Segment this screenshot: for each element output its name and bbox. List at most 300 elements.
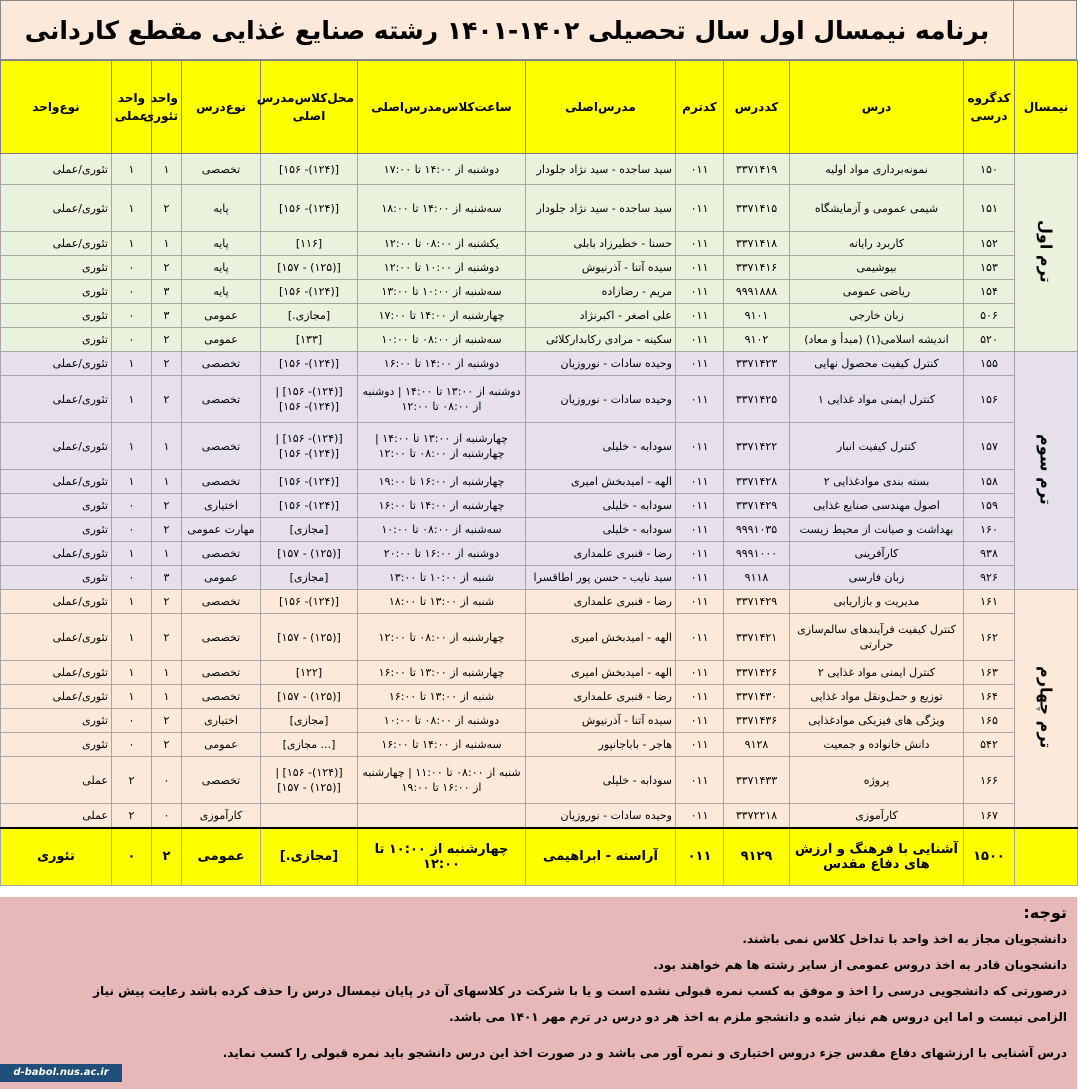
group-code-cell: ۱۵۶ <box>964 376 1015 423</box>
location-cell: [(۱۲۴)- ۱۵۶] | [(۱۲۴)- ۱۵۶] <box>261 423 358 470</box>
theory-units-cell: ۲ <box>152 590 182 614</box>
term-code-cell: ۰۱۱ <box>676 685 724 709</box>
teacher-cell: الهه - امیدبخش امیری <box>526 614 676 661</box>
teacher-cell: سیده آتنا - آذرنیوش <box>526 709 676 733</box>
course-code-cell: ۳۳۷۱۴۲۲ <box>724 423 790 470</box>
practical-units-cell: ۱ <box>112 590 152 614</box>
term-code-cell: ۰۱۱ <box>676 352 724 376</box>
term-code-cell: ۰۱۱ <box>676 733 724 757</box>
teacher-cell: وحیده سادات - نوروزیان <box>526 376 676 423</box>
semester-label: ترم چهارم <box>1036 666 1056 749</box>
theory-units-cell: ۲ <box>152 328 182 352</box>
time-cell: چهارشنبه از ۱۰:۰۰ تا ۱۲:۰۰ <box>358 828 526 886</box>
table-row <box>1 185 1078 232</box>
time-cell: شنبه از ۱۳:۰۰ تا ۱۶:۰۰ <box>358 685 526 709</box>
location-cell: [(۱۲۴)- ۱۵۶] <box>261 590 358 614</box>
course-cell: شیمی عمومی و آزمایشگاه <box>790 185 964 232</box>
col-group-code: کدگروه درسی <box>964 61 1015 154</box>
notes-box <box>0 897 1077 1089</box>
practical-units-cell: ۱ <box>112 661 152 685</box>
location-cell: [۱۲۲] <box>261 661 358 685</box>
group-code-cell: ۱۶۵ <box>964 709 1015 733</box>
theory-units-cell: ۱ <box>152 154 182 185</box>
course-code-cell: ۹۱۲۹ <box>724 828 790 886</box>
unit-type-cell: تئوری <box>1 256 112 280</box>
course-type-cell: مهارت عمومی <box>182 518 261 542</box>
table-row <box>1 328 1078 352</box>
table-row <box>1 542 1078 566</box>
unit-type-cell: عملی <box>1 804 112 828</box>
note-line: دانشجویان قادر به اخذ دروس عمومی از سایر رشته ها هم خواهند بود. <box>653 958 1067 972</box>
course-type-cell: کارآموزی <box>182 804 261 828</box>
note-line: درصورتی که دانشجویی درسی را اخذ و موفق به کسب نمره قبولی نشده است و یا با شرکت در کلاسهای آن در پایان نیمسال درس را حذف کرده باشد رعایت پیش نیاز <box>93 984 1067 998</box>
location-cell: [مجازی] <box>261 709 358 733</box>
course-type-cell: تخصصی <box>182 661 261 685</box>
practical-units-cell: ۲ <box>112 804 152 828</box>
theory-units-cell: ۱ <box>152 423 182 470</box>
term-code-cell: ۰۱۱ <box>676 566 724 590</box>
course-type-cell: تخصصی <box>182 154 261 185</box>
time-cell: سه‌شنبه از ۰۸:۰۰ تا ۱۰:۰۰ <box>358 518 526 542</box>
location-cell: [(۱۲۴)- ۱۵۶] | [(۱۲۴)- ۱۵۶] <box>261 376 358 423</box>
table-row <box>1 566 1078 590</box>
teacher-cell: رضا - قنبری علمداری <box>526 542 676 566</box>
theory-units-cell: ۲ <box>152 828 182 886</box>
note-line-defense: درس آشنایی با ارزشهای دفاع مقدس جزء دروس اختیاری و نمره آور می باشد و در صورت اخذ این درس دانشجو باید نمره قبولی را کسب نماید. <box>222 1046 1067 1060</box>
location-cell: [(۱۲۴)- ۱۵۶] <box>261 280 358 304</box>
title-corner-cell <box>1014 0 1077 60</box>
unit-type-cell: تئوری/عملی <box>1 376 112 423</box>
practical-units-cell: ۰ <box>112 518 152 542</box>
term-code-cell: ۰۱۱ <box>676 154 724 185</box>
notes-title: توجه: <box>1023 903 1067 922</box>
table-row <box>1 494 1078 518</box>
practical-units-cell: ۲ <box>112 757 152 804</box>
course-cell: کارآفرینی <box>790 542 964 566</box>
course-type-cell: تخصصی <box>182 352 261 376</box>
course-cell: کنترل ایمنی مواد غذایی ۱ <box>790 376 964 423</box>
course-code-cell: ۹۹۹۱۸۸۸ <box>724 280 790 304</box>
group-code-cell: ۱۶۴ <box>964 685 1015 709</box>
course-code-cell: ۳۳۷۱۴۲۱ <box>724 614 790 661</box>
teacher-cell: رضا - قنبری علمداری <box>526 590 676 614</box>
unit-type-cell: تئوری <box>1 566 112 590</box>
course-type-cell: عمومی <box>182 733 261 757</box>
term-code-cell: ۰۱۱ <box>676 757 724 804</box>
practical-units-cell: ۰ <box>112 494 152 518</box>
table-row <box>1 614 1078 661</box>
term-code-cell: ۰۱۱ <box>676 304 724 328</box>
unit-type-cell: تئوری/عملی <box>1 470 112 494</box>
theory-units-cell: ۲ <box>152 733 182 757</box>
location-cell: [(۱۲۵) - ۱۵۷] <box>261 685 358 709</box>
course-type-cell: پایه <box>182 256 261 280</box>
unit-type-cell: تئوری/عملی <box>1 423 112 470</box>
header-row <box>1 61 1078 154</box>
unit-type-cell: تئوری <box>1 494 112 518</box>
course-cell: بیوشیمی <box>790 256 964 280</box>
group-code-cell: ۱۵۱ <box>964 185 1015 232</box>
unit-type-cell: تئوری <box>1 328 112 352</box>
location-cell: [۱۱۶] <box>261 232 358 256</box>
time-cell: چهارشنبه از ۱۳:۰۰ تا ۱۴:۰۰ | چهارشنبه از ۰۸:۰۰ تا ۱۲:۰۰ <box>358 423 526 470</box>
term-code-cell: ۰۱۱ <box>676 328 724 352</box>
term-code-cell: ۰۱۱ <box>676 709 724 733</box>
practical-units-cell: ۰ <box>112 280 152 304</box>
course-code-cell: ۳۳۷۱۴۳۳ <box>724 757 790 804</box>
time-cell: دوشنبه از ۱۴:۰۰ تا ۱۶:۰۰ <box>358 352 526 376</box>
group-code-cell: ۱۵۷ <box>964 423 1015 470</box>
col-course: درس <box>790 61 964 154</box>
table-row <box>1 804 1078 828</box>
group-code-cell: ۱۵۹ <box>964 494 1015 518</box>
practical-units-cell: ۱ <box>112 470 152 494</box>
course-type-cell: عمومی <box>182 328 261 352</box>
course-type-cell: پایه <box>182 280 261 304</box>
special-course-row <box>1 828 1078 886</box>
practical-units-cell: ۱ <box>112 185 152 232</box>
theory-units-cell: ۳ <box>152 280 182 304</box>
course-code-cell: ۳۳۷۲۲۱۸ <box>724 804 790 828</box>
unit-type-cell: تئوری/عملی <box>1 185 112 232</box>
theory-units-cell: ۱ <box>152 685 182 709</box>
teacher-cell: سیده آتنا - آذرنیوش <box>526 256 676 280</box>
group-code-cell: ۱۶۲ <box>964 614 1015 661</box>
unit-type-cell: تئوری <box>1 733 112 757</box>
group-code-cell: ۱۵۰ <box>964 154 1015 185</box>
table-row <box>1 709 1078 733</box>
teacher-cell: سودابه - خلیلی <box>526 518 676 542</box>
schedule-table <box>0 60 1078 886</box>
teacher-cell: الهه - امیدبخش امیری <box>526 661 676 685</box>
group-code-cell: ۱۵۴ <box>964 280 1015 304</box>
col-theory-units: واحد تئوری <box>152 61 182 154</box>
term-code-cell: ۰۱۱ <box>676 470 724 494</box>
group-code-cell: ۵۴۲ <box>964 733 1015 757</box>
semester-cell <box>1015 828 1078 886</box>
group-code-cell: ۱۶۰ <box>964 518 1015 542</box>
group-code-cell: ۵۲۰ <box>964 328 1015 352</box>
theory-units-cell: ۰ <box>152 804 182 828</box>
term-code-cell: ۰۱۱ <box>676 494 724 518</box>
theory-units-cell: ۲ <box>152 709 182 733</box>
practical-units-cell: ۰ <box>112 328 152 352</box>
group-code-cell: ۱۵۲ <box>964 232 1015 256</box>
time-cell: چهارشنبه از ۰۸:۰۰ تا ۱۲:۰۰ <box>358 614 526 661</box>
semester-cell <box>1015 352 1078 590</box>
course-type-cell: تخصصی <box>182 757 261 804</box>
time-cell: چهارشنبه از ۱۴:۰۰ تا ۱۷:۰۰ <box>358 304 526 328</box>
note-line: الزامی نیست و اما این دروس هم نیاز شده و دانشجو ملزم به اخذ هر دو درس در ترم مهر ۱۴۰۱ می باشد. <box>449 1010 1067 1024</box>
time-cell: چهارشنبه از ۱۶:۰۰ تا ۱۹:۰۰ <box>358 470 526 494</box>
course-type-cell: تخصصی <box>182 542 261 566</box>
teacher-cell: آراسته - ابراهیمی <box>526 828 676 886</box>
time-cell: شنبه از ۱۰:۰۰ تا ۱۳:۰۰ <box>358 566 526 590</box>
course-type-cell: تخصصی <box>182 470 261 494</box>
course-code-cell: ۹۱۰۲ <box>724 328 790 352</box>
course-type-cell: عمومی <box>182 304 261 328</box>
term-code-cell: ۰۱۱ <box>676 804 724 828</box>
teacher-cell: سید ساجده - سید نژاد جلودار <box>526 185 676 232</box>
term-code-cell: ۰۱۱ <box>676 518 724 542</box>
group-code-cell: ۱۶۷ <box>964 804 1015 828</box>
site-watermark: d-babol.nus.ac.ir <box>0 1064 122 1082</box>
col-course-code: کددرس <box>724 61 790 154</box>
course-cell: کنترل کیفیت انبار <box>790 423 964 470</box>
group-code-cell: ۱۵۵ <box>964 352 1015 376</box>
term-code-cell: ۰۱۱ <box>676 542 724 566</box>
location-cell: [(۱۲۴)- ۱۵۶] <box>261 185 358 232</box>
course-cell: کنترل کیفیت فرآیندهای سالم‌سازی حرارتی <box>790 614 964 661</box>
location-cell: [(۱۲۵) - ۱۵۷] <box>261 614 358 661</box>
unit-type-cell: تئوری/عملی <box>1 154 112 185</box>
course-type-cell: تخصصی <box>182 685 261 709</box>
col-time: ساعت‌کلاس‌مدرس‌اصلی <box>358 61 526 154</box>
location-cell: [(۱۲۴)- ۱۵۶] <box>261 470 358 494</box>
unit-type-cell: تئوری <box>1 518 112 542</box>
course-code-cell: ۳۳۷۱۴۲۸ <box>724 470 790 494</box>
teacher-cell: سید ساجده - سید نژاد جلودار <box>526 154 676 185</box>
term-code-cell: ۰۱۱ <box>676 376 724 423</box>
table-row <box>1 280 1078 304</box>
time-cell: دوشنبه از ۱۴:۰۰ تا ۱۷:۰۰ <box>358 154 526 185</box>
time-cell: شنبه از ۱۳:۰۰ تا ۱۸:۰۰ <box>358 590 526 614</box>
semester-cell <box>1015 590 1078 828</box>
practical-units-cell: ۰ <box>112 709 152 733</box>
theory-units-cell: ۰ <box>152 757 182 804</box>
teacher-cell: هاجر - باباجانپور <box>526 733 676 757</box>
group-code-cell: ۱۶۱ <box>964 590 1015 614</box>
group-code-cell: ۱۶۳ <box>964 661 1015 685</box>
col-semester: نیمسال <box>1015 61 1078 154</box>
course-code-cell: ۳۳۷۱۴۲۹ <box>724 494 790 518</box>
course-code-cell: ۹۱۱۸ <box>724 566 790 590</box>
teacher-cell: سید نایب - حسن پور اطاقسرا <box>526 566 676 590</box>
course-type-cell: پایه <box>182 232 261 256</box>
theory-units-cell: ۲ <box>152 614 182 661</box>
location-cell: [۱۳۳] <box>261 328 358 352</box>
teacher-cell: سودابه - خلیلی <box>526 423 676 470</box>
teacher-cell: وحیده سادات - نوروزیان <box>526 352 676 376</box>
theory-units-cell: ۳ <box>152 304 182 328</box>
time-cell: یکشنبه از ۰۸:۰۰ تا ۱۲:۰۰ <box>358 232 526 256</box>
location-cell: [(۱۲۴)- ۱۵۶] <box>261 352 358 376</box>
table-row <box>1 352 1078 376</box>
table-row <box>1 470 1078 494</box>
course-code-cell: ۳۳۷۱۴۲۵ <box>724 376 790 423</box>
course-type-cell: تخصصی <box>182 614 261 661</box>
location-cell: [مجازی.] <box>261 304 358 328</box>
term-code-cell: ۰۱۱ <box>676 828 724 886</box>
time-cell: دوشنبه از ۰۸:۰۰ تا ۱۰:۰۰ <box>358 709 526 733</box>
course-cell: نمونه‌برداری مواد اولیه <box>790 154 964 185</box>
time-cell: سه‌شنبه از ۱۰:۰۰ تا ۱۳:۰۰ <box>358 280 526 304</box>
course-type-cell: اختیاری <box>182 709 261 733</box>
course-cell: ویژگی های فیزیکی موادغذایی <box>790 709 964 733</box>
course-cell: کنترل کیفیت محصول نهایی <box>790 352 964 376</box>
term-code-cell: ۰۱۱ <box>676 614 724 661</box>
teacher-cell: الهه - امیدبخش امیری <box>526 470 676 494</box>
term-code-cell: ۰۱۱ <box>676 590 724 614</box>
theory-units-cell: ۲ <box>152 376 182 423</box>
practical-units-cell: ۱ <box>112 423 152 470</box>
unit-type-cell: تئوری <box>1 304 112 328</box>
course-cell: آشنایی با فرهنگ و ارزش های دفاع مقدس <box>790 828 964 886</box>
course-code-cell: ۳۳۷۱۴۳۶ <box>724 709 790 733</box>
group-code-cell: ۱۵۳ <box>964 256 1015 280</box>
time-cell: شنبه از ۰۸:۰۰ تا ۱۱:۰۰ | چهارشنبه از ۱۶:۰۰ تا ۱۹:۰۰ <box>358 757 526 804</box>
page-title: برنامه نیمسال اول سال تحصیلی ۱۴۰۲-۱۴۰۱ رشته صنایع غذایی مقطع کاردانی <box>0 0 1014 60</box>
course-code-cell: ۳۳۷۱۴۱۹ <box>724 154 790 185</box>
course-cell: توزیع و حمل‌ونقل مواد غذایی <box>790 685 964 709</box>
unit-type-cell: تئوری <box>1 709 112 733</box>
course-type-cell: عمومی <box>182 828 261 886</box>
course-code-cell: ۹۱۰۱ <box>724 304 790 328</box>
table-row <box>1 423 1078 470</box>
course-cell: بسته بندی موادغذایی ۲ <box>790 470 964 494</box>
practical-units-cell: ۰ <box>112 733 152 757</box>
group-code-cell: ۱۵۰۰ <box>964 828 1015 886</box>
theory-units-cell: ۳ <box>152 566 182 590</box>
course-type-cell: عمومی <box>182 566 261 590</box>
table-row <box>1 154 1078 185</box>
time-cell <box>358 804 526 828</box>
course-type-cell: تخصصی <box>182 376 261 423</box>
course-code-cell: ۹۹۹۱۰۰۰ <box>724 542 790 566</box>
unit-type-cell: تئوری/عملی <box>1 352 112 376</box>
term-code-cell: ۰۱۱ <box>676 185 724 232</box>
time-cell: سه‌شنبه از ۰۸:۰۰ تا ۱۰:۰۰ <box>358 328 526 352</box>
col-course-type: نوع‌درس <box>182 61 261 154</box>
table-row <box>1 661 1078 685</box>
term-code-cell: ۰۱۱ <box>676 661 724 685</box>
theory-units-cell: ۱ <box>152 232 182 256</box>
course-code-cell: ۳۳۷۱۴۱۶ <box>724 256 790 280</box>
table-row <box>1 685 1078 709</box>
theory-units-cell: ۲ <box>152 256 182 280</box>
course-type-cell: تخصصی <box>182 423 261 470</box>
time-cell: سه‌شنبه از ۱۴:۰۰ تا ۱۶:۰۰ <box>358 733 526 757</box>
course-cell: اندیشه اسلامی(۱) (مبدأ و معاد) <box>790 328 964 352</box>
unit-type-cell: تئوری <box>1 828 112 886</box>
note-line: دانشجویان مجاز به اخذ واحد با تداخل کلاس نمی باشند. <box>742 932 1067 946</box>
time-cell: چهارشنبه از ۱۳:۰۰ تا ۱۶:۰۰ <box>358 661 526 685</box>
teacher-cell: سودابه - خلیلی <box>526 494 676 518</box>
term-code-cell: ۰۱۱ <box>676 232 724 256</box>
course-cell: کنترل ایمنی مواد غذایی ۲ <box>790 661 964 685</box>
course-cell: زبان فارسی <box>790 566 964 590</box>
schedule-body <box>1 154 1078 886</box>
group-code-cell: ۱۵۸ <box>964 470 1015 494</box>
course-cell: زبان خارجی <box>790 304 964 328</box>
time-cell: دوشنبه از ۱۳:۰۰ تا ۱۴:۰۰ | دوشنبه از ۰۸:۰۰ تا ۱۲:۰۰ <box>358 376 526 423</box>
course-code-cell: ۳۳۷۱۴۱۸ <box>724 232 790 256</box>
course-cell: دانش خانواده و جمعیت <box>790 733 964 757</box>
practical-units-cell: ۱ <box>112 685 152 709</box>
table-row <box>1 733 1078 757</box>
col-term-code: کدترم <box>676 61 724 154</box>
teacher-cell: وحیده سادات - نوروزیان <box>526 804 676 828</box>
unit-type-cell: تئوری/عملی <box>1 542 112 566</box>
teacher-cell: علی اصغر - اکبرنژاد <box>526 304 676 328</box>
teacher-cell: حسنا - خطیرزاد بابلی <box>526 232 676 256</box>
course-cell: پروژه <box>790 757 964 804</box>
term-code-cell: ۰۱۱ <box>676 423 724 470</box>
col-teacher: مدرس‌اصلی <box>526 61 676 154</box>
course-cell: بهداشت و صیانت از محیط زیست <box>790 518 964 542</box>
theory-units-cell: ۱ <box>152 470 182 494</box>
practical-units-cell: ۱ <box>112 352 152 376</box>
col-practical-units: واحد عملی <box>112 61 152 154</box>
course-type-cell: تخصصی <box>182 590 261 614</box>
theory-units-cell: ۲ <box>152 518 182 542</box>
theory-units-cell: ۲ <box>152 185 182 232</box>
course-type-cell: اختیاری <box>182 494 261 518</box>
practical-units-cell: ۱ <box>112 154 152 185</box>
practical-units-cell: ۰ <box>112 566 152 590</box>
teacher-cell: سودابه - خلیلی <box>526 757 676 804</box>
semester-cell <box>1015 154 1078 352</box>
theory-units-cell: ۲ <box>152 352 182 376</box>
col-location: محل‌کلاس‌مدرس اصلی <box>261 61 358 154</box>
table-row <box>1 518 1078 542</box>
unit-type-cell: تئوری <box>1 280 112 304</box>
course-cell: کاربرد رایانه <box>790 232 964 256</box>
practical-units-cell: ۰ <box>112 304 152 328</box>
location-cell: [(۱۲۴)- ۱۵۶] | [(۱۲۵) - ۱۵۷] <box>261 757 358 804</box>
semester-label: ترم سوم <box>1036 434 1056 505</box>
table-row <box>1 590 1078 614</box>
location-cell <box>261 804 358 828</box>
term-code-cell: ۰۱۱ <box>676 256 724 280</box>
practical-units-cell: ۱ <box>112 376 152 423</box>
unit-type-cell: تئوری/عملی <box>1 232 112 256</box>
term-code-cell: ۰۱۱ <box>676 280 724 304</box>
col-unit-type: نوع‌واحد <box>1 61 112 154</box>
unit-type-cell: تئوری/عملی <box>1 590 112 614</box>
table-row <box>1 757 1078 804</box>
time-cell: دوشنبه از ۱۰:۰۰ تا ۱۲:۰۰ <box>358 256 526 280</box>
group-code-cell: ۹۲۶ <box>964 566 1015 590</box>
course-cell: اصول مهندسی صنایع غذایی <box>790 494 964 518</box>
table-row <box>1 256 1078 280</box>
location-cell: [(۱۲۴)- ۱۵۶] <box>261 154 358 185</box>
location-cell: [(۱۲۵) - ۱۵۷] <box>261 542 358 566</box>
unit-type-cell: عملی <box>1 757 112 804</box>
location-cell: [مجازی] <box>261 518 358 542</box>
course-code-cell: ۳۳۷۱۴۲۶ <box>724 661 790 685</box>
location-cell: [مجازی.] <box>261 828 358 886</box>
theory-units-cell: ۱ <box>152 542 182 566</box>
unit-type-cell: تئوری/عملی <box>1 661 112 685</box>
practical-units-cell: ۱ <box>112 542 152 566</box>
teacher-cell: سکینه - مرادی رکابدارکلائی <box>526 328 676 352</box>
semester-label: ترم اول <box>1036 220 1056 283</box>
location-cell: [(۱۲۴)- ۱۵۶] <box>261 494 358 518</box>
time-cell: چهارشنبه از ۱۴:۰۰ تا ۱۶:۰۰ <box>358 494 526 518</box>
location-cell: [... مجازی] <box>261 733 358 757</box>
location-cell: [مجازی] <box>261 566 358 590</box>
practical-units-cell: ۰ <box>112 256 152 280</box>
group-code-cell: ۱۶۶ <box>964 757 1015 804</box>
theory-units-cell: ۱ <box>152 661 182 685</box>
unit-type-cell: تئوری/عملی <box>1 685 112 709</box>
course-code-cell: ۳۳۷۱۴۲۹ <box>724 590 790 614</box>
teacher-cell: رضا - قنبری علمداری <box>526 685 676 709</box>
course-cell: مدیریت و بازاریابی <box>790 590 964 614</box>
theory-units-cell: ۲ <box>152 494 182 518</box>
unit-type-cell: تئوری/عملی <box>1 614 112 661</box>
